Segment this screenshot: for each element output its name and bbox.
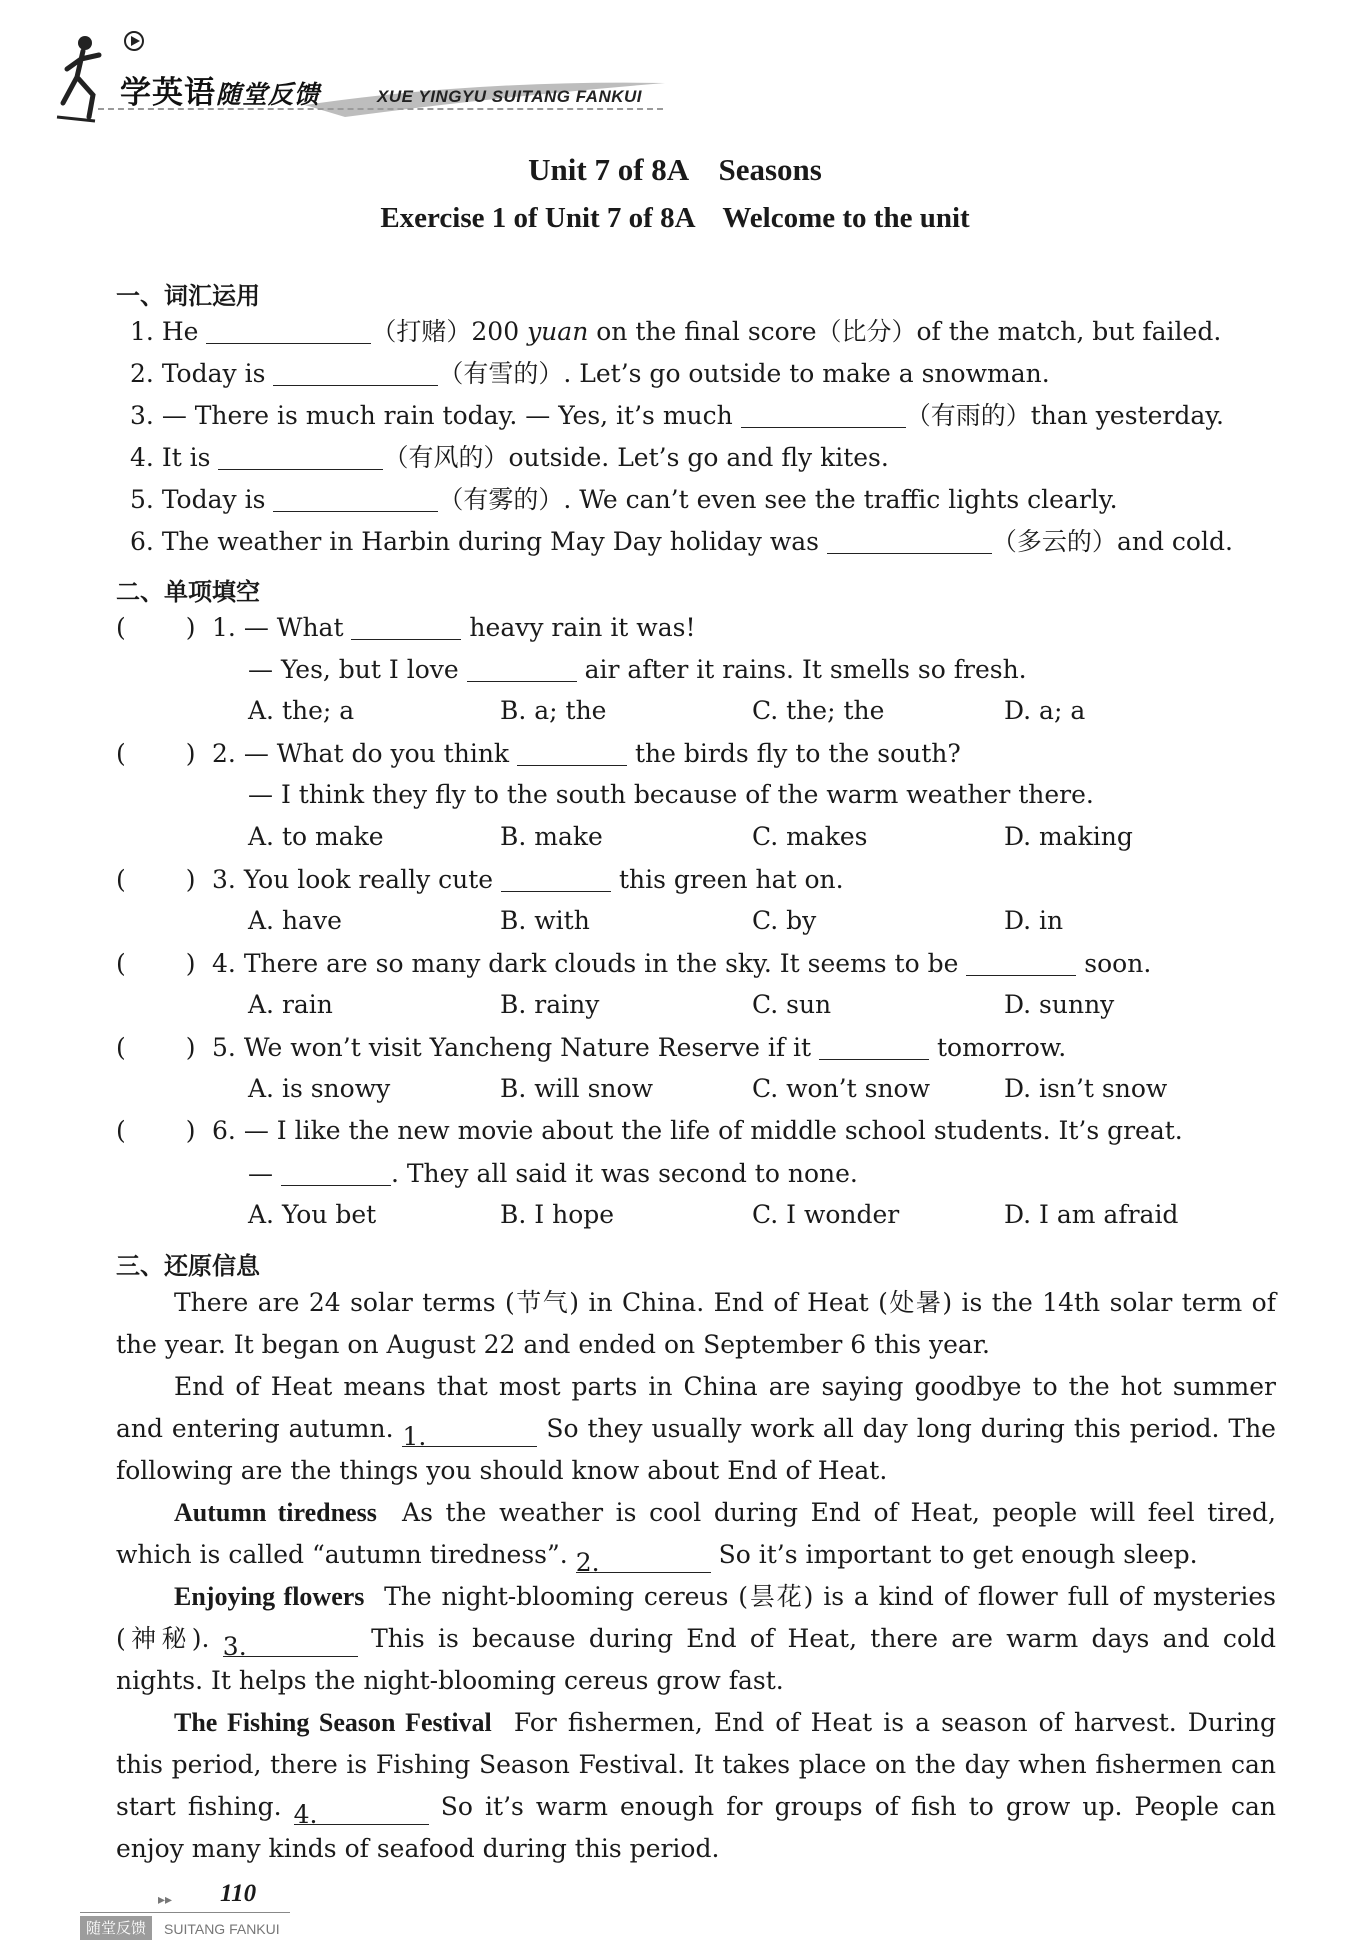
mc-question-6-line2: — . They all said it was second to none. <box>248 1159 858 1188</box>
option-d[interactable]: D. making <box>1004 822 1133 851</box>
option-b[interactable]: B. make <box>500 822 603 851</box>
passage-paragraph-4: Enjoying flowers The night-blooming cereus (昙花) is a kind of flower full of mysteries (神秘). 3. This is because during End of Heat, there are warm days and cold nights. It helps the night-blooming cereus grow fast. <box>116 1582 1276 1695</box>
header-logo <box>55 25 675 130</box>
mc-question-3: ( ) 3. You look really cute this green hat on. <box>116 865 844 894</box>
option-c[interactable]: C. the; the <box>752 696 885 725</box>
option-a[interactable]: A. to make <box>248 822 384 851</box>
section2-title: 二、单项填空 <box>116 578 260 606</box>
page-number: 110 <box>220 1880 257 1907</box>
answer-parentheses[interactable]: ( ) <box>116 949 196 978</box>
option-b[interactable]: B. with <box>500 906 590 935</box>
answer-blank-2[interactable]: 2. <box>576 1542 711 1573</box>
option-c[interactable]: C. won’t snow <box>752 1074 931 1103</box>
option-b[interactable]: B. a; the <box>500 696 607 725</box>
option-b[interactable]: B. will snow <box>500 1074 653 1103</box>
exercise-title: Exercise 1 of Unit 7 of 8A Welcome to the unit <box>380 202 970 234</box>
option-a[interactable]: A. rain <box>248 990 333 1019</box>
unit-title: Unit 7 of 8A Seasons <box>528 152 822 187</box>
vocab-item-6: 6. The weather in Harbin during May Day holiday was （多云的）and cold. <box>130 527 1233 556</box>
vocab-item-4: 4. It is （有风的）outside. Let’s go and fly kites. <box>130 443 889 472</box>
answer-parentheses[interactable]: ( ) <box>116 1033 196 1062</box>
option-b[interactable]: B. rainy <box>500 990 600 1019</box>
footer-divider <box>80 1912 290 1913</box>
answer-blank <box>281 1160 391 1186</box>
mc-question-1: ( ) 1. — What heavy rain it was! <box>116 613 696 642</box>
passage-paragraph-5: The Fishing Season Festival For fishermen, End of Heat is a season of harvest. During this period, there is Fishing Season Festival. It takes place on the day when fishermen can start fishing. 4. So it’s warm enough for groups of fish to grow up. People can enjoy many kinds of seafood during this period. <box>116 1708 1276 1863</box>
vocab-item-5: 5. Today is （有雾的）. We can’t even see the traffic lights clearly. <box>130 485 1118 514</box>
answer-blank[interactable] <box>218 444 383 470</box>
arrow-icon: ▸▸ <box>158 1892 173 1908</box>
brand-pinyin: XUE YINGYU SUITANG FANKUI <box>377 87 643 106</box>
answer-blank <box>501 866 611 892</box>
answer-blank[interactable] <box>273 486 438 512</box>
option-a[interactable]: A. the; a <box>248 696 355 725</box>
mc-question-4: ( ) 4. There are so many dark clouds in the sky. It seems to be soon. <box>116 949 1152 978</box>
answer-blank <box>467 656 577 682</box>
option-c[interactable]: C. I wonder <box>752 1200 900 1229</box>
answer-parentheses[interactable]: ( ) <box>116 1116 196 1145</box>
section3-title: 三、还原信息 <box>116 1252 260 1280</box>
answer-blank[interactable] <box>741 402 906 428</box>
answer-blank-3[interactable]: 3. <box>223 1626 358 1657</box>
footer-badge: 随堂反馈 <box>80 1916 152 1940</box>
passage-paragraph-2: End of Heat means that most parts in China are saying goodbye to the hot summer and entering autumn. 1. So they usually work all day long during this period. The following are the things you should know about End of Heat. <box>116 1372 1276 1485</box>
option-d[interactable]: D. in <box>1004 906 1064 935</box>
option-a[interactable]: A. You bet <box>248 1200 377 1229</box>
passage-paragraph-3: Autumn tiredness As the weather is cool during End of Heat, people will feel tired, which is called “autumn tiredness”. 2. So it’s important to get enough sleep. <box>116 1498 1276 1577</box>
mc-question-5: ( ) 5. We won’t visit Yancheng Nature Reserve if it tomorrow. <box>116 1033 1067 1062</box>
option-a[interactable]: A. have <box>248 906 342 935</box>
answer-blank-1[interactable]: 1. <box>402 1416 537 1447</box>
vocab-item-3: 3. — There is much rain today. — Yes, it’s much （有雨的）than yesterday. <box>130 401 1225 430</box>
mc-question-2-line2: — I think they fly to the south because of the warm weather there. <box>248 780 1094 809</box>
answer-blank[interactable] <box>273 360 438 386</box>
answer-blank <box>351 614 461 640</box>
answer-blank-4[interactable]: 4. <box>294 1794 429 1825</box>
answer-blank <box>966 950 1076 976</box>
option-d[interactable]: D. I am afraid <box>1004 1200 1179 1229</box>
vocab-item-1: 1. He （打赌）200 yuan on the final score（比分）of the match, but failed. <box>130 317 1222 346</box>
mc-question-2: ( ) 2. — What do you think the birds fly to the south? <box>116 739 961 768</box>
answer-parentheses[interactable]: ( ) <box>116 865 196 894</box>
footer-pinyin: SUITANG FANKUI <box>164 1921 280 1937</box>
option-c[interactable]: C. by <box>752 906 817 935</box>
answer-parentheses[interactable]: ( ) <box>116 739 196 768</box>
mc-question-6: ( ) 6. — I like the new movie about the life of middle school students. It’s great. <box>116 1116 1183 1145</box>
answer-blank[interactable] <box>206 318 371 344</box>
answer-blank <box>819 1034 929 1060</box>
passage-paragraph-1: There are 24 solar terms (节气) in China. End of Heat (处暑) is the 14th solar term of the year. It began on August 22 and ended on September 6 this year. <box>116 1288 1276 1359</box>
option-d[interactable]: D. a; a <box>1004 696 1086 725</box>
vocab-item-2: 2. Today is （有雪的）. Let’s go outside to make a snowman. <box>130 359 1050 388</box>
brand-title: 学英语随堂反馈 <box>120 75 321 111</box>
option-d[interactable]: D. isn’t snow <box>1004 1074 1168 1103</box>
answer-parentheses[interactable]: ( ) <box>116 613 196 642</box>
answer-blank[interactable] <box>827 528 992 554</box>
section1-title: 一、词汇运用 <box>116 282 260 310</box>
option-c[interactable]: C. makes <box>752 822 868 851</box>
mc-question-1-line2: — Yes, but I love air after it rains. It smells so fresh. <box>248 655 1027 684</box>
header-divider <box>98 108 663 110</box>
option-d[interactable]: D. sunny <box>1004 990 1115 1019</box>
answer-blank <box>517 740 627 766</box>
option-c[interactable]: C. sun <box>752 990 832 1019</box>
option-a[interactable]: A. is snowy <box>248 1074 391 1103</box>
option-b[interactable]: B. I hope <box>500 1200 615 1229</box>
